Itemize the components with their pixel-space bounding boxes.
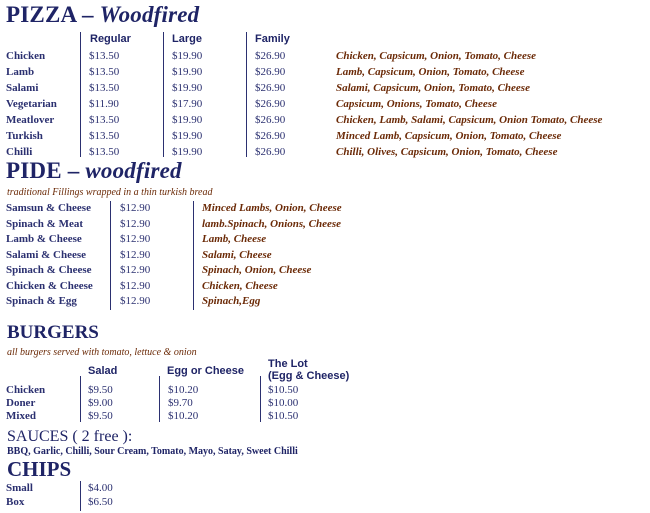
pide-item-desc: Spinach, Onion, Cheese <box>202 264 312 276</box>
burger-price-lot: $10.00 <box>268 397 299 409</box>
burger-item-name: Mixed <box>6 410 36 422</box>
pizza-price-large: $19.90 <box>172 146 203 158</box>
pizza-price-family: $26.90 <box>255 66 286 78</box>
pide-subtitle: traditional Fillings wrapped in a thin turkish bread <box>7 187 213 198</box>
pizza-item-name: Salami <box>6 82 39 94</box>
pizza-price-family: $26.90 <box>255 82 286 94</box>
pide-item-price: $12.90 <box>120 202 151 214</box>
pizza-item-name: Chicken <box>6 50 46 62</box>
burger-price-salad: $9.00 <box>88 397 113 409</box>
pizza-divider-2 <box>163 32 164 157</box>
pizza-price-regular: $13.50 <box>89 130 120 142</box>
burger-price-egg: $9.70 <box>168 397 193 409</box>
pizza-header-large: Large <box>172 33 202 45</box>
pizza-item-name: Meatlover <box>6 114 55 126</box>
pizza-divider-1 <box>80 32 81 157</box>
pide-item-name: Salami & Cheese <box>6 249 87 261</box>
pide-item-name: Spinach & Cheese <box>6 264 92 276</box>
pizza-price-family: $26.90 <box>255 50 286 62</box>
pizza-divider-3 <box>246 32 247 157</box>
pide-title-main: PIDE – <box>6 158 86 183</box>
pizza-header-family: Family <box>255 33 290 45</box>
burgers-title: BURGERS <box>7 322 99 343</box>
pide-item-desc: Spinach,Egg <box>202 295 261 307</box>
pizza-price-family: $26.90 <box>255 114 286 126</box>
pizza-title-main: PIZZA – <box>6 2 100 27</box>
burger-price-egg: $10.20 <box>168 384 199 396</box>
burgers-header-lot-sub: (Egg & Cheese) <box>268 370 350 382</box>
pizza-item-name: Turkish <box>6 130 43 142</box>
chips-item-price: $6.50 <box>88 496 113 508</box>
burgers-header-lot: The Lot <box>268 358 308 370</box>
burgers-header-egg: Egg or Cheese <box>167 365 245 377</box>
chips-item-price: $4.00 <box>88 482 113 494</box>
burgers-divider-1 <box>80 376 81 422</box>
pizza-price-large: $19.90 <box>172 114 203 126</box>
pide-item-price: $12.90 <box>120 233 151 245</box>
pizza-price-family: $26.90 <box>255 146 286 158</box>
pide-item-price: $12.90 <box>120 280 151 292</box>
chips-divider <box>80 481 81 511</box>
sauces-title: SAUCES ( 2 free ): <box>7 428 133 445</box>
pizza-price-large: $19.90 <box>172 82 203 94</box>
burgers-header-salad: Salad <box>88 365 118 377</box>
pide-item-name: Spinach & Meat <box>6 218 83 230</box>
burgers-divider-3 <box>260 376 261 422</box>
pizza-item-name: Vegetarian <box>6 98 57 110</box>
burger-item-name: Chicken <box>6 384 46 396</box>
pide-item-desc: Chicken, Cheese <box>202 280 278 292</box>
pizza-price-large: $19.90 <box>172 66 203 78</box>
sauces-list: BBQ, Garlic, Chilli, Sour Cream, Tomato, Mayo, Satay, Sweet Chilli <box>7 446 298 457</box>
pizza-title-italic: Woodfired <box>99 2 200 27</box>
burgers-divider-2 <box>159 376 160 422</box>
pizza-item-desc: Salami, Capsicum, Onion, Tomato, Cheese <box>336 82 530 94</box>
pizza-title <box>6 2 199 28</box>
pide-item-name: Lamb & Cheese <box>6 233 82 245</box>
pide-divider-2 <box>193 201 194 310</box>
burger-price-salad: $9.50 <box>88 384 113 396</box>
burgers-subtitle: all burgers served with tomato, lettuce & onion <box>7 347 197 358</box>
pizza-item-desc: Minced Lamb, Capsicum, Onion, Tomato, Cheese <box>336 130 562 142</box>
pizza-header-regular: Regular <box>90 33 131 45</box>
pizza-item-desc: Chicken, Capsicum, Onion, Tomato, Cheese <box>336 50 537 62</box>
pizza-price-family: $26.90 <box>255 98 286 110</box>
pizza-item-desc: Chilli, Olives, Capsicum, Onion, Tomato, Cheese <box>336 146 558 158</box>
pide-item-price: $12.90 <box>120 264 151 276</box>
pide-item-price: $12.90 <box>120 295 151 307</box>
pide-item-desc: lamb.Spinach, Onions, Cheese <box>202 218 342 230</box>
burger-item-name: Doner <box>6 397 36 409</box>
pizza-price-regular: $13.50 <box>89 82 120 94</box>
pizza-item-desc: Lamb, Capsicum, Onion, Tomato, Cheese <box>336 66 525 78</box>
pizza-price-large: $17.90 <box>172 98 203 110</box>
pide-item-desc: Lamb, Cheese <box>202 233 267 245</box>
chips-item-name: Small <box>6 482 33 494</box>
pizza-price-regular: $13.50 <box>89 114 120 126</box>
pizza-item-name: Lamb <box>6 66 35 78</box>
chips-title: CHIPS <box>7 457 72 481</box>
pizza-price-family: $26.90 <box>255 130 286 142</box>
pide-item-name: Samsun & Cheese <box>6 202 91 214</box>
pide-divider-1 <box>110 201 111 310</box>
burger-price-lot: $10.50 <box>268 410 299 422</box>
pizza-price-regular: $11.90 <box>89 98 119 110</box>
pizza-price-regular: $13.50 <box>89 146 120 158</box>
pizza-price-regular: $13.50 <box>89 66 120 78</box>
pizza-price-large: $19.90 <box>172 50 203 62</box>
chips-item-name: Box <box>6 496 25 508</box>
pide-title <box>6 158 182 184</box>
burger-price-egg: $10.20 <box>168 410 199 422</box>
pizza-item-desc: Capsicum, Onions, Tomato, Cheese <box>336 98 497 110</box>
pide-item-price: $12.90 <box>120 218 151 230</box>
pizza-item-desc: Chicken, Lamb, Salami, Capsicum, Onion Tomato, Cheese <box>336 114 603 126</box>
pide-item-desc: Salami, Cheese <box>202 249 272 261</box>
pide-item-price: $12.90 <box>120 249 151 261</box>
pide-title-italic: woodfired <box>85 158 182 183</box>
pide-item-desc: Minced Lambs, Onion, Cheese <box>202 202 342 214</box>
pizza-price-large: $19.90 <box>172 130 203 142</box>
pide-item-name: Chicken & Cheese <box>6 280 93 292</box>
pizza-item-name: Chilli <box>6 146 33 158</box>
pizza-price-regular: $13.50 <box>89 50 120 62</box>
burger-price-salad: $9.50 <box>88 410 113 422</box>
burger-price-lot: $10.50 <box>268 384 299 396</box>
pide-item-name: Spinach & Egg <box>6 295 77 307</box>
